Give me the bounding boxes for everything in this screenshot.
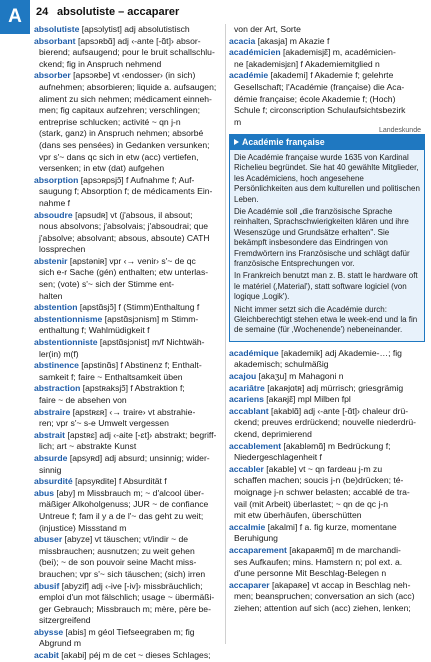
dictionary-entry <box>34 383 222 394</box>
entry-continuation <box>229 499 425 510</box>
dictionary-entry <box>34 581 222 592</box>
entry-text: sich e-r Sache (gén) enthalten; etw unterlas- <box>39 267 209 278</box>
entry-continuation <box>34 267 222 278</box>
dictionary-entry <box>34 650 222 661</box>
entry-text: saugung f; Absorption f; de médicaments Ein- <box>39 186 213 197</box>
dictionary-entry <box>34 36 222 47</box>
entry-text: Abgrund m <box>39 638 82 649</box>
entry-text: brauchen; vpr s'~ sich täuschen; (sich) irren <box>39 568 206 579</box>
entry-continuation <box>229 24 425 35</box>
entry-text: j'absolve; absolvant; absous, absoute) CATH <box>39 232 210 243</box>
entry-continuation <box>34 128 222 139</box>
entry-text: vpr s'~ dans qc sich in etw (acc) vertiefen, <box>39 151 199 162</box>
dictionary-entry <box>34 24 222 35</box>
entry-text: halten <box>39 290 63 301</box>
dictionary-entry <box>229 522 425 533</box>
headword: absurdité <box>34 476 73 487</box>
entry-text: [akabləmɑ̃] m Bedrückung f; <box>283 440 391 451</box>
headword: acabit <box>34 650 59 661</box>
headword: accablant <box>229 405 269 416</box>
entry-continuation <box>229 533 425 544</box>
entry-text: moignage j-n schwer belasten; accablé de tra- <box>234 486 410 497</box>
entry-text: missbrauchen; ausnutzen; zu weit gehen <box>39 545 195 556</box>
dictionary-entry <box>34 627 222 638</box>
headword: abstinence <box>34 360 79 371</box>
entry-text: sinnig <box>39 464 62 475</box>
headword: accaparer <box>229 579 270 590</box>
entry-text: [akalmi] f a. fig kurze, momentane <box>267 521 397 532</box>
info-box-paragraph: In Frankreich benutzt man z. B. statt le hardware oft le matériel (‚Material'), statt software logiciel (von logique ‚Logik'). <box>234 271 418 302</box>
entry-continuation <box>34 511 222 522</box>
entry-text: [akademi] f Akademie f; gelehrte <box>270 70 394 81</box>
entry-text: ziehen; attention auf sich (acc) ziehen, lenken; <box>234 602 411 613</box>
info-box-title: Académie française <box>242 136 325 147</box>
entry-text: [apsudʀ] vt (j'absous, il absout; <box>75 209 193 220</box>
entry-text: versenken; in etw (dat) aufgehen <box>39 163 165 174</box>
entry-continuation <box>34 569 222 580</box>
dictionary-entry <box>229 47 425 58</box>
headword: acajou <box>229 371 257 382</box>
dictionary-entry <box>34 314 222 325</box>
dictionary-entry <box>34 70 222 81</box>
headword: accalmie <box>229 521 266 532</box>
entry-text: bierend; aufsaugend; pour le bruit schallschlu- <box>39 47 215 58</box>
entry-text: schaffen machen; soucis j-n (be)drücken; té- <box>234 475 404 486</box>
column-divider <box>225 24 226 644</box>
dictionary-entry <box>229 394 425 405</box>
dictionary-entry <box>229 36 425 47</box>
entry-continuation <box>34 523 222 534</box>
entry-continuation <box>34 117 222 128</box>
info-box-paragraph: Nicht immer setzt sich die Académie durch: Gleichberechtigt stehen etwa le week-end und la fin de semaine (für ‚Wochenende') nebeneinander. <box>234 304 418 335</box>
entry-continuation <box>34 499 222 510</box>
entry-text: nous absolvons; j'absolvais; j'absoudrai; que <box>39 221 209 232</box>
entry-text: nahme f <box>39 197 71 208</box>
entry-text: (stark, ganz) in Anspruch nehmen; absorbé <box>39 128 204 139</box>
entry-text: [abyze] vt täuschen; vt/indir ~ de <box>64 534 189 545</box>
headword-range: absolutiste – accaparer <box>57 6 180 18</box>
entry-continuation <box>34 59 222 70</box>
headword: absorber <box>34 70 71 81</box>
entry-text: [apstɑ̃sjɔnist] m/f Nichtwäh- <box>99 337 205 348</box>
entry-text: mit etw überhäufen, überschütten <box>234 510 362 521</box>
entry-text: d'une personne Mit Beschlag-Belegen n <box>234 568 387 579</box>
right-column-top-entries <box>229 24 425 128</box>
entry-text: aufnehmen; absorbieren; liquide a. aufsaugen; <box>39 81 217 92</box>
headword: abstrait <box>34 429 66 440</box>
entry-text: [apstəniʀ] vpr ‹→ venir› s'~ de qc <box>69 255 196 266</box>
entry-continuation <box>34 105 222 116</box>
dictionary-entry <box>34 453 222 464</box>
entry-continuation <box>34 465 222 476</box>
entry-continuation <box>34 592 222 603</box>
entry-text: emploi d'un mot fälschlich; usage ~ übermäßi- <box>39 592 215 603</box>
triangle-icon <box>234 139 239 145</box>
entry-text: [akablɑ̃] adj ‹-ante [-ɑ̃t]› chaleur drü- <box>271 405 409 416</box>
entry-text: [apstʀaksjɔ̃] f Abstraktion f; <box>82 383 185 394</box>
headword: acariâtre <box>229 382 265 393</box>
headword: abstenir <box>34 255 68 266</box>
entry-text: (bei); ~ de son pouvoir seine Macht miss- <box>39 557 197 568</box>
entry-text: ren; vpr s'~ s-e Umwelt vergessen <box>39 418 169 429</box>
entry-continuation <box>229 487 425 498</box>
entry-continuation <box>34 418 222 429</box>
entry-text: m <box>234 116 242 127</box>
entry-continuation <box>34 325 222 336</box>
entry-text: ses Aufkaufen; mins. Hamstern n; pol ext. a. <box>234 556 403 567</box>
headword: abysse <box>34 626 64 637</box>
entry-continuation <box>229 557 425 568</box>
entry-text: enthaltung f; Wahlmüdigkeit f <box>39 325 150 336</box>
dictionary-entry <box>229 545 425 556</box>
dictionary-entry <box>229 383 425 394</box>
entry-text: mäßiger Alkoholgenuss; JUR ~ de confiance <box>39 499 209 510</box>
entry-text: [akable] vt ~ qn fardeau j-m zu <box>266 463 383 474</box>
info-box <box>229 126 425 342</box>
headword: abstentionnisme <box>34 313 103 324</box>
entry-continuation <box>34 615 222 626</box>
headword: acacia <box>229 35 256 46</box>
entry-text: [akaʒu] m Mahagoni n <box>258 371 344 382</box>
entry-continuation <box>229 417 425 428</box>
entry-text: von der Art, Sorte <box>234 24 301 34</box>
letter-thumb-tab[interactable]: A <box>0 0 30 34</box>
entry-text: [abis] m géol Tiefseegraben m; fig <box>65 626 195 637</box>
entry-text: [akapaʀmɑ̃] m de marchandi- <box>289 544 401 555</box>
entry-continuation <box>229 59 425 70</box>
headword: académicien <box>229 47 281 58</box>
entry-continuation <box>229 510 425 521</box>
dictionary-entry <box>34 407 222 418</box>
right-column-bottom-entries <box>229 348 425 614</box>
dictionary-entry <box>34 476 222 487</box>
entry-text: [apsɔʀbe] vt ‹endosser› (in sich) <box>73 70 196 81</box>
entry-text: samkeit f; faire ~ Enthaltsamkeit üben <box>39 371 183 382</box>
entry-continuation <box>34 372 222 383</box>
entry-continuation <box>229 105 425 116</box>
entry-continuation <box>229 452 425 463</box>
dictionary-entry <box>34 534 222 545</box>
entry-text: [apsyʀdite] f Absurdität f <box>75 476 167 487</box>
entry-continuation <box>34 233 222 244</box>
dictionary-entry <box>34 302 222 313</box>
headword: absurde <box>34 452 68 463</box>
entry-continuation <box>34 186 222 197</box>
entry-text: (injustice) Missstand m <box>39 522 127 533</box>
info-box-paragraph: Die Académie française wurde 1635 von Kardinal Richelieu begründet. Sie hat 40 gewählte Mitglieder, les Académiciens, hoch angesehene Persönlichkeiten aus dem kulturellen und politischen Leben. <box>234 152 420 204</box>
headword: absolutiste <box>34 24 80 34</box>
entry-continuation <box>229 591 425 602</box>
entry-text: ger Gebrauch; Missbrauch m; mère, père be- <box>39 603 211 614</box>
dictionary-entry <box>229 70 425 81</box>
entry-continuation <box>34 140 222 151</box>
entry-text: démie française; école Akademie f; (Hoch) <box>234 93 396 104</box>
entry-text: [apstʀɛʀ] ‹→ traire› vt abstrahie- <box>72 406 196 417</box>
dictionary-entry <box>229 348 425 359</box>
headword: accaparement <box>229 544 287 555</box>
entry-text: men; fig capitaux aufzehren; verschlingen; <box>39 105 200 116</box>
entry-text: (dans ses pensées) in Gedanken versunken; <box>39 139 210 150</box>
headword: abusif <box>34 580 60 591</box>
entry-text: [akaʀjɛ̃] mpl Milben fpl <box>266 394 351 405</box>
headword: acariens <box>229 394 264 405</box>
entry-continuation <box>34 152 222 163</box>
entry-text: vail (mit Arbeit) überlastet; ~ qn de qc j-n <box>234 498 389 509</box>
dictionary-entry <box>229 441 425 452</box>
entry-continuation <box>229 603 425 614</box>
entry-text: [akapaʀe] vt accap in Beschlag neh- <box>272 579 411 590</box>
entry-continuation <box>34 546 222 557</box>
entry-text: [akademik] adj Akademie-…; fig <box>281 347 402 358</box>
entry-continuation <box>34 163 222 174</box>
right-column <box>229 24 425 615</box>
headword: académie <box>229 70 269 81</box>
entry-text: lich; art ~ abstrakte Kunst <box>39 441 137 452</box>
entry-continuation <box>34 349 222 360</box>
entry-continuation <box>34 441 222 452</box>
dictionary-entry <box>34 337 222 348</box>
entry-text: ckend, deprimierend <box>234 429 312 439</box>
entry-text: Beruhigung <box>234 533 278 544</box>
entry-text: [apstʀɛ] adj ‹-aite [-ɛt]› abstrakt; begriff- <box>67 429 217 440</box>
entry-text: men; beanspruchen; conversation an sich (acc) <box>234 591 415 602</box>
entry-text: faire ~ de absehen von <box>39 395 127 405</box>
entry-text: Niedergeschlagenheit f <box>234 452 322 463</box>
entry-continuation <box>229 475 425 486</box>
entry-text: [aby] m Missbrauch m; ~ d'alcool über- <box>56 487 205 498</box>
dictionary-entry <box>229 371 425 382</box>
entry-text: ler(in) m(f) <box>39 348 79 359</box>
entry-continuation <box>34 604 222 615</box>
dictionary-entry <box>229 406 425 417</box>
entry-text: [apstinɑ̃s] f Abstinenz f; Enthalt- <box>81 360 202 371</box>
headword: abus <box>34 487 55 498</box>
entry-text: [apsɔʀbɑ̃] adj ‹-ante [-ɑ̃t]› absor- <box>77 35 201 46</box>
entry-text: [apstɑ̃sjɔnism] m Stimm- <box>104 313 199 324</box>
headword: abstraction <box>34 383 81 394</box>
entry-text: [akasja] m Akazie f <box>257 35 330 46</box>
entry-text: Gesellschaft; l'Académie (française) die Aca- <box>234 81 405 92</box>
info-box-paragraph: Die Académie soll „die französische Sprache reinhalten, Sprachschwierigkeiten klären und ihre Wesenszüge und Grundsätze erhalten". Sie bekämpft insbesondere das Eindringen von Fremdwörtern ins Französische und schlägt dafür französische Entsprechungen vor. <box>234 206 410 268</box>
dictionary-entry <box>34 175 222 186</box>
info-box-tag: Landeskunde <box>378 126 421 134</box>
dictionary-entry <box>229 580 425 591</box>
info-box-body <box>230 150 424 341</box>
entry-text: [akademisjɛ̃] m, académicien- <box>282 47 396 58</box>
headword: absorbant <box>34 35 76 46</box>
entry-text: ckend; fig in Anspruch nehmend <box>39 58 162 69</box>
left-column <box>34 24 222 662</box>
entry-continuation <box>34 395 222 406</box>
entry-continuation <box>229 94 425 105</box>
entry-continuation <box>34 244 222 255</box>
entry-text: sen; (vote) s'~ sich der Stimme ent- <box>39 279 175 290</box>
entry-continuation <box>34 557 222 568</box>
entry-continuation <box>229 568 425 579</box>
headword: académique <box>229 347 279 358</box>
entry-continuation <box>34 47 222 58</box>
entry-text: Schule f; circonscription Schulaufsichtsbezirk <box>234 105 406 116</box>
headword: abstention <box>34 302 78 313</box>
dictionary-entry <box>34 210 222 221</box>
entry-continuation <box>34 82 222 93</box>
headword: accablement <box>229 440 282 451</box>
page-number: 24 <box>36 6 49 18</box>
dictionary-entry <box>34 256 222 267</box>
entry-continuation <box>34 221 222 232</box>
page-header <box>0 0 431 27</box>
entry-continuation <box>229 429 425 440</box>
entry-text: akademisch; schulmäßig <box>234 359 329 370</box>
entry-text: aliment zu sich nehmen; médicament einneh- <box>39 93 212 104</box>
headword: accabler <box>229 463 264 474</box>
entry-text: [apstɑ̃sjɔ̃] f (Stimm)Enthaltung f <box>79 302 200 313</box>
entry-text: [abyzif] adj ‹-ive [-iv]› missbräuchlich; <box>61 580 203 591</box>
dictionary-entry <box>34 488 222 499</box>
entry-continuation <box>34 291 222 302</box>
entry-continuation <box>229 359 425 370</box>
entry-continuation <box>34 279 222 290</box>
entry-text: ne [akademisjɛn] f Akademiemitglied n <box>234 58 380 69</box>
info-box-header <box>230 135 424 150</box>
entry-continuation <box>229 82 425 93</box>
entry-text: [akabi] péj m de cet ~ dieses Schlages; <box>61 650 211 661</box>
headword: abuser <box>34 534 63 545</box>
entry-text: ckend; preuves erdrückend; nouvelle niederdrü- <box>234 417 417 428</box>
dictionary-entry <box>34 430 222 441</box>
dictionary-entry <box>34 360 222 371</box>
entry-text: [akaʀjɑtʀ] adj mürrisch; griesgrämig <box>267 382 404 393</box>
headword: absorption <box>34 174 79 185</box>
dictionary-entry <box>229 464 425 475</box>
headword: absoudre <box>34 209 73 220</box>
headword: abstentionniste <box>34 337 98 348</box>
entry-text: [apsyʀd] adj absurd; unsinnig; wider- <box>69 452 210 463</box>
entry-continuation <box>34 94 222 105</box>
entry-text: Untreue f; fam il y a de l'~ das geht zu weit; <box>39 510 204 521</box>
entry-text: lossprechen <box>39 244 86 255</box>
entry-text: [apsɔlytist] adj absolutistisch <box>81 24 190 34</box>
entry-text: [apsɔʀpsjɔ̃] f Aufnahme f; Auf- <box>80 174 195 185</box>
headword: abstraire <box>34 406 71 417</box>
entry-continuation <box>34 198 222 209</box>
entry-text: sitzergreifend <box>39 615 91 626</box>
entry-text: entreprise schlucken; activité ~ qn j-n <box>39 116 181 127</box>
